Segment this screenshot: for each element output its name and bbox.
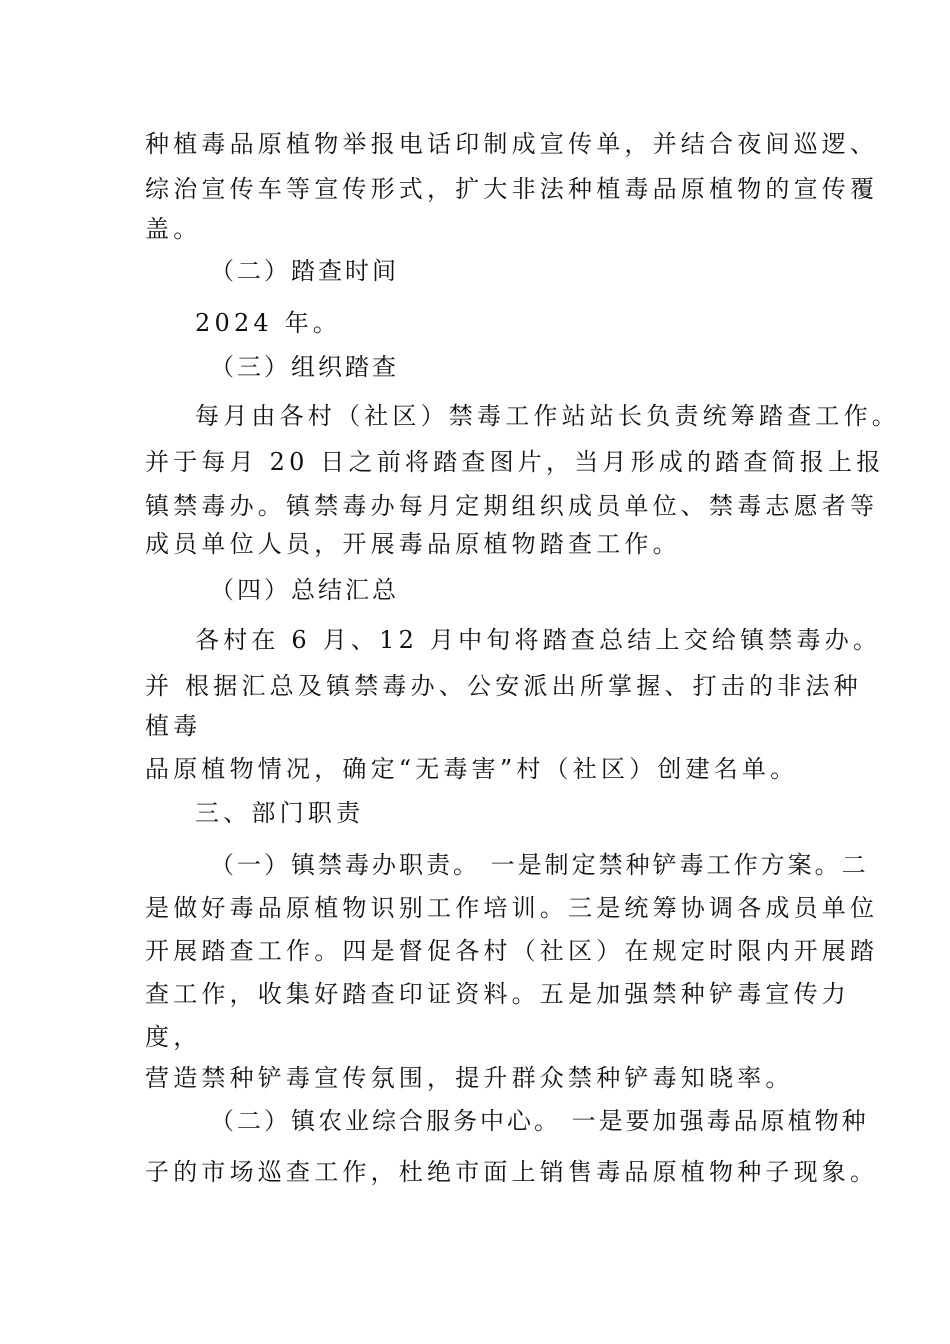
- body-text-line: 各村在 6 月、12 月中旬将踏查总结上交给镇禁毒办。: [195, 626, 882, 654]
- body-text-line: 综治宣传车等宣传形式，扩大非法种植毒品原植物的宣传覆: [145, 175, 879, 203]
- body-text-line: 种植毒品原植物举报电话印制成宣传单，并结合夜间巡逻、: [145, 130, 879, 158]
- body-text-line: 镇禁毒办。镇禁毒办每月定期组织成员单位、禁毒志愿者等: [145, 492, 879, 520]
- body-text-line: 植毒: [145, 712, 202, 740]
- body-text-line: 是做好毒品原植物识别工作培训。三是统筹协调各成员单位: [145, 894, 879, 922]
- body-text-line: 成员单位人员，开展毒品原植物踏查工作。: [145, 530, 681, 558]
- body-text-line: 并 根据汇总及镇禁毒办、公安派出所掌握、打击的非法种: [145, 672, 862, 700]
- body-text-line: 2024 年。: [195, 309, 342, 337]
- section-heading: （三）组织踏查: [210, 353, 399, 381]
- body-text-line: 开展踏查工作。四是督促各村（社区）在规定时限内开展踏: [145, 937, 879, 965]
- body-text-line: 品原植物情况，确定“无毒害”村（社区）创建名单。: [145, 755, 799, 783]
- body-text-line: （二）镇农业综合服务中心。 一是要加强毒品原植物种: [210, 1107, 869, 1135]
- body-text-line: 查工作，收集好踏查印证资料。五是加强禁种铲毒宣传力: [145, 980, 850, 1008]
- body-text-line: 并于每月 20 日之前将踏查图片，当月形成的踏查简报上报: [145, 448, 885, 476]
- body-text-line: 子的市场巡查工作，杜绝市面上销售毒品原植物种子现象。: [145, 1158, 879, 1186]
- body-text-line: 营造禁种铲毒宣传氛围，提升群众禁种铲毒知晓率。: [145, 1064, 794, 1092]
- section-heading: （二）踏查时间: [210, 257, 399, 285]
- body-text-line: 度，: [145, 1023, 202, 1051]
- section-heading: 三、部门职责: [195, 799, 365, 827]
- body-text-line: 盖。: [145, 215, 202, 243]
- body-text-line: （一）镇禁毒办职责。 一是制定禁种铲毒工作方案。二: [210, 851, 869, 879]
- body-text-line: 每月由各村（社区）禁毒工作站站长负责统筹踏查工作。: [195, 402, 900, 430]
- section-heading: （四）总结汇总: [210, 576, 399, 604]
